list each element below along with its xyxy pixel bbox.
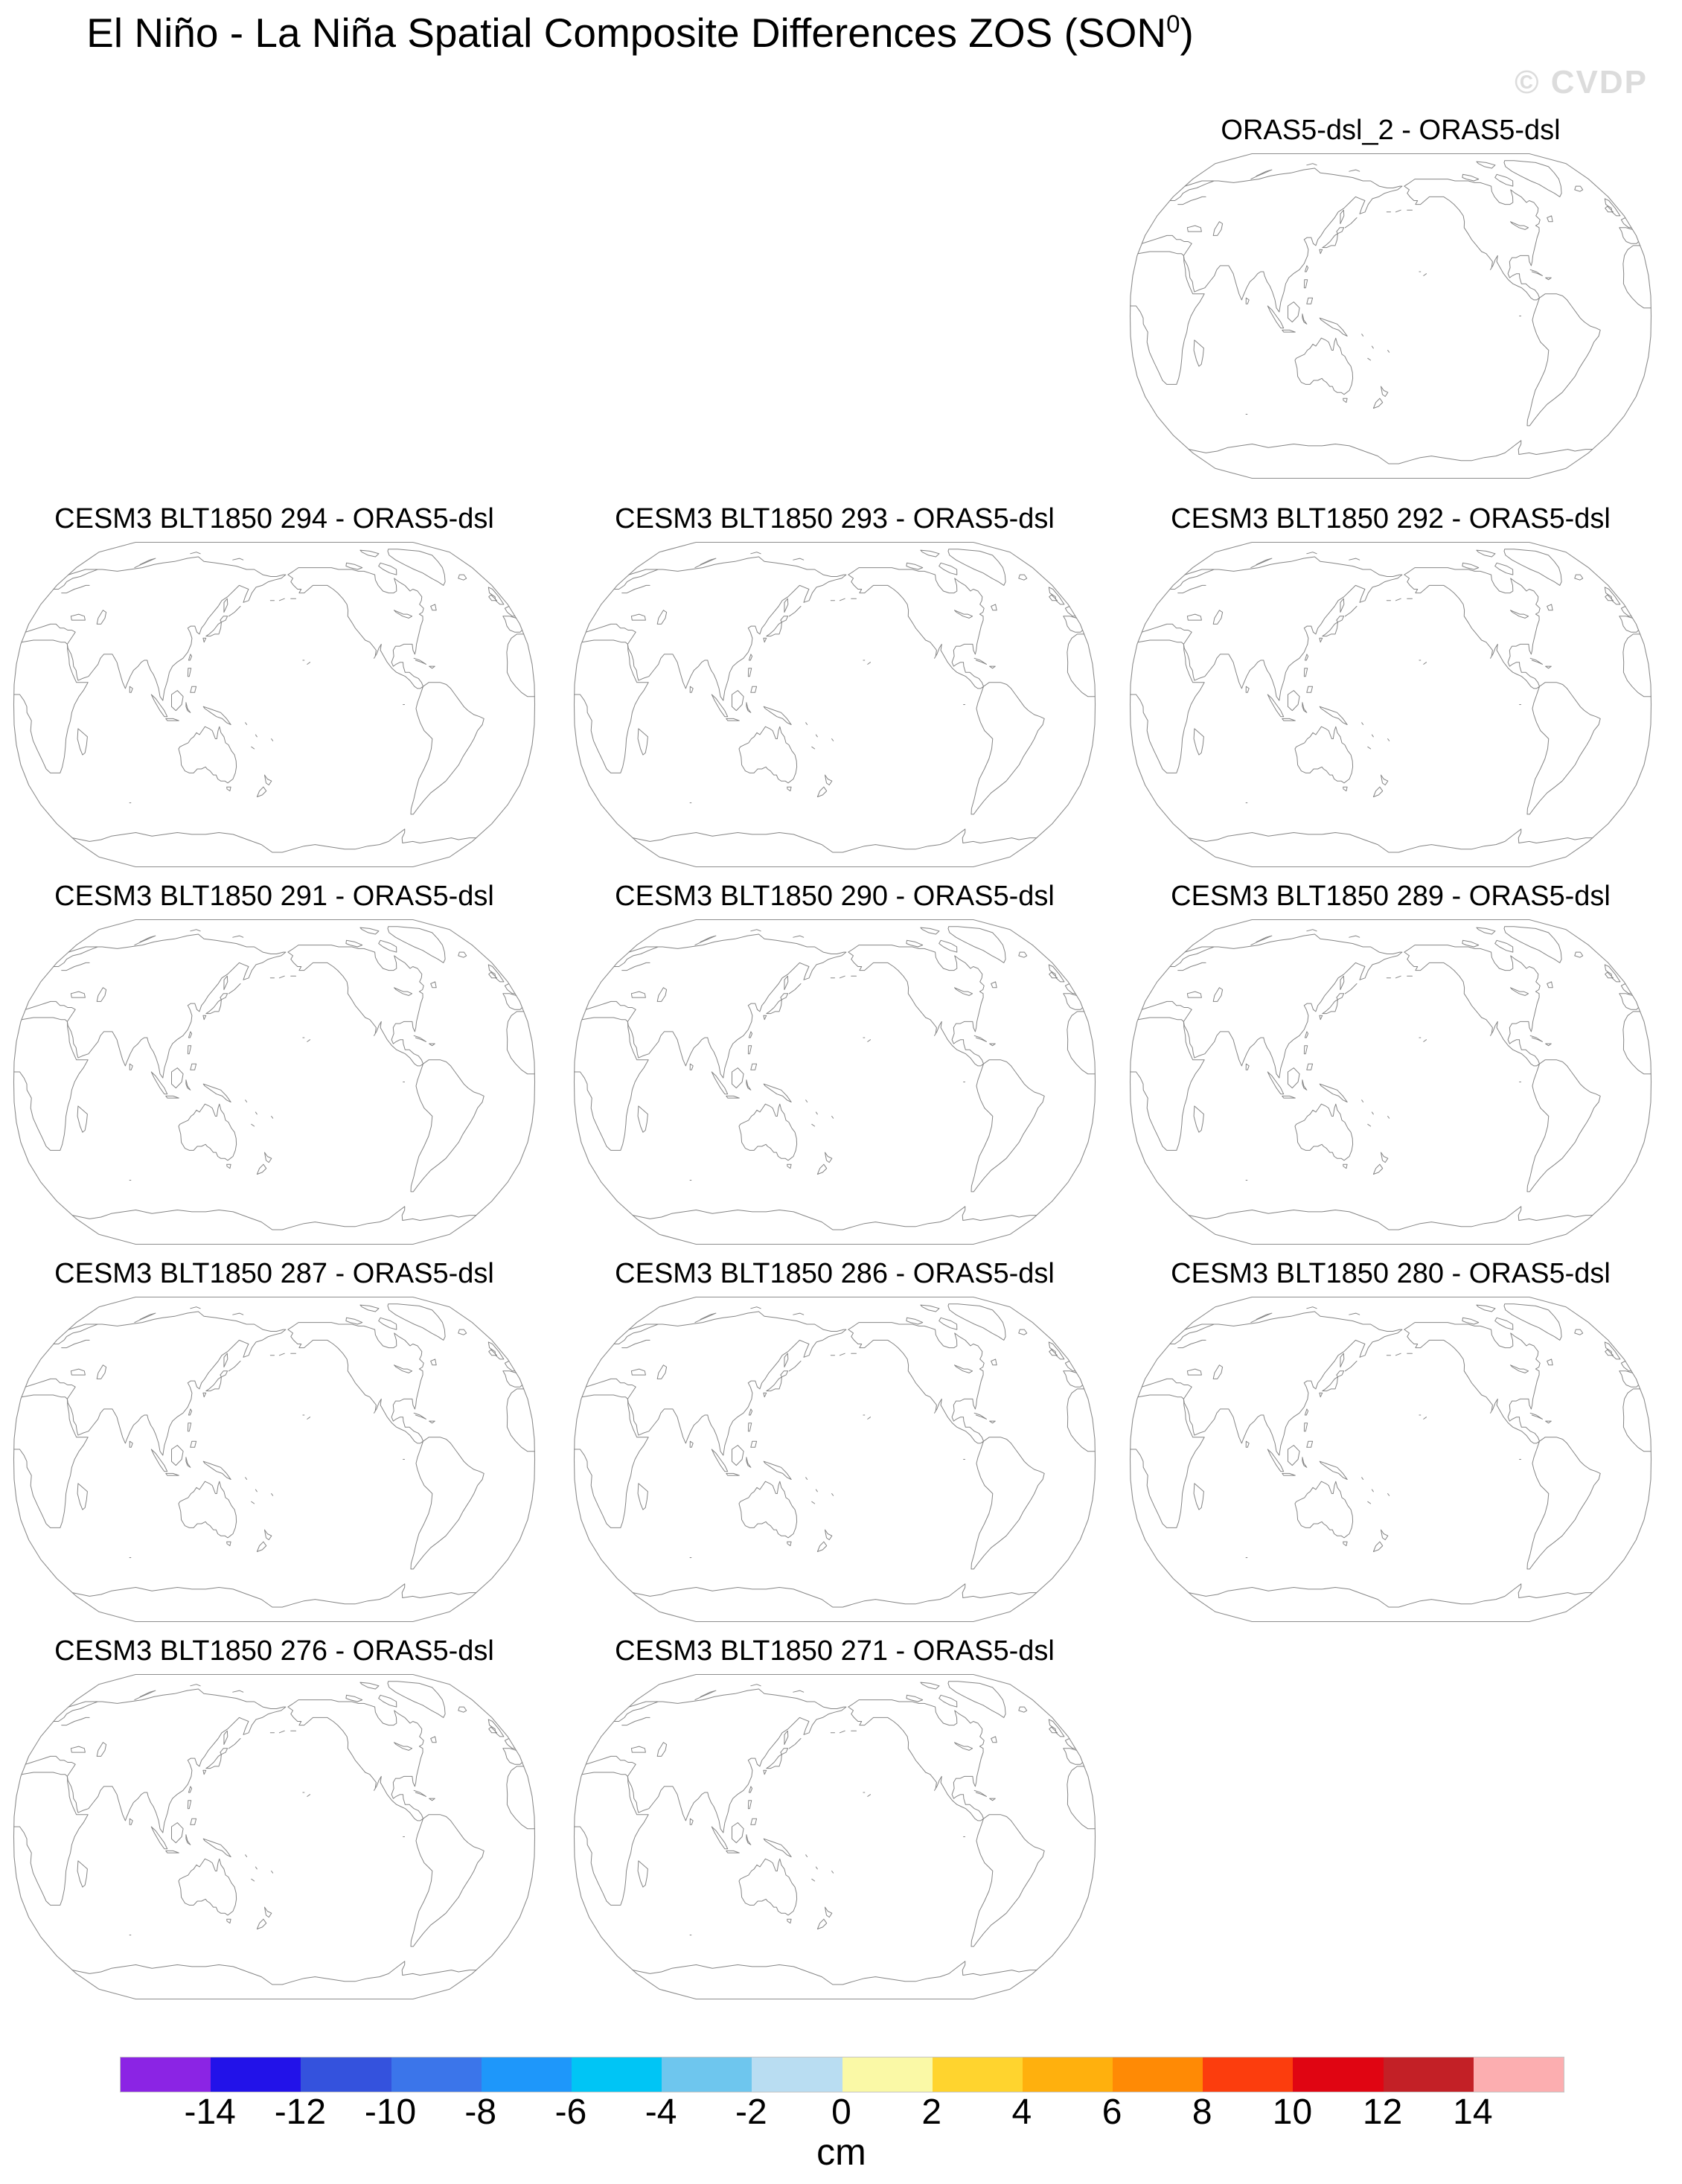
- projection-border: [575, 1675, 1096, 1999]
- map-panel: [11, 881, 537, 1248]
- panel-title: CESM3 BLT1850 287 - ORAS5-dsl: [54, 1258, 494, 1289]
- projection-border: [1131, 1297, 1651, 1622]
- panel-title: CESM3 BLT1850 293 - ORAS5-dsl: [615, 503, 1055, 534]
- cvdp-watermark: © CVDP: [1515, 64, 1648, 100]
- colorbar-tick-label: -10: [364, 2092, 417, 2132]
- projection-border: [14, 920, 535, 1245]
- coastlines: [14, 1304, 535, 1607]
- colorbar-tick-label: -12: [274, 2092, 327, 2132]
- map-panel: [11, 1635, 537, 2002]
- map-panel: [572, 881, 1098, 1248]
- panel-title: CESM3 BLT1850 280 - ORAS5-dsl: [1171, 1258, 1611, 1289]
- map-panel: [1128, 1258, 1654, 1625]
- colorbar-tick-label: 6: [1101, 2092, 1122, 2132]
- coastlines: [1131, 549, 1651, 852]
- projection-border: [1131, 154, 1651, 479]
- projection-border: [575, 543, 1096, 867]
- colorbar-segment: [121, 2057, 211, 2092]
- panel-map: [1128, 150, 1654, 482]
- panel-title: CESM3 BLT1850 286 - ORAS5-dsl: [615, 1258, 1055, 1289]
- colorbar-tick-label: 4: [1011, 2092, 1032, 2132]
- projection-border: [14, 1297, 535, 1622]
- coastlines: [575, 1682, 1096, 1985]
- colorbar-tick-label: -8: [464, 2092, 497, 2132]
- map-panel: [1128, 115, 1654, 482]
- map-panel: [572, 1635, 1098, 2002]
- panel-map: [572, 1671, 1098, 2002]
- colorbar-segment: [752, 2057, 842, 2092]
- colorbar-tick-label: -4: [645, 2092, 677, 2132]
- colorbar-tick-label: 10: [1272, 2092, 1313, 2132]
- panel-title: CESM3 BLT1850 271 - ORAS5-dsl: [615, 1635, 1055, 1667]
- panel-title: ORAS5-dsl_2 - ORAS5-dsl: [1221, 115, 1561, 146]
- projection-border: [14, 543, 535, 867]
- colorbar-segment: [1023, 2057, 1113, 2092]
- panel-map: [11, 539, 537, 870]
- coastlines: [1131, 1304, 1651, 1607]
- panel-map: [11, 1294, 537, 1625]
- world-map: [1128, 150, 1654, 482]
- coastlines: [575, 1304, 1096, 1607]
- colorbar-tick-label: 2: [921, 2092, 942, 2132]
- colorbar-segment: [1384, 2057, 1474, 2092]
- colorbar-segment: [391, 2057, 482, 2092]
- panel-map: [11, 1671, 537, 2002]
- world-map: [572, 916, 1098, 1248]
- colorbar-segment: [933, 2057, 1023, 2092]
- colorbar-segment: [662, 2057, 752, 2092]
- colorbar-segment: [1203, 2057, 1293, 2092]
- world-map: [11, 1671, 537, 2002]
- panel-title: CESM3 BLT1850 291 - ORAS5-dsl: [54, 881, 494, 912]
- panel-title: CESM3 BLT1850 294 - ORAS5-dsl: [54, 503, 494, 534]
- figure-title-superscript: 0: [1166, 10, 1180, 38]
- panel-map: [572, 916, 1098, 1248]
- map-panel: [572, 1258, 1098, 1625]
- projection-border: [1131, 920, 1651, 1245]
- map-panel: [1128, 881, 1654, 1248]
- world-map: [11, 1294, 537, 1625]
- coastlines: [575, 549, 1096, 852]
- map-panel: [11, 1258, 537, 1625]
- colorbar: [120, 2057, 1564, 2092]
- colorbar-tick-label: 0: [831, 2092, 851, 2132]
- colorbar-tick-label: -14: [184, 2092, 236, 2132]
- coastlines: [1131, 927, 1651, 1230]
- panel-map: [572, 539, 1098, 870]
- figure-title-close: ): [1180, 10, 1194, 56]
- panel-map: [1128, 916, 1654, 1248]
- panel-map: [572, 1294, 1098, 1625]
- panel-title: CESM3 BLT1850 276 - ORAS5-dsl: [54, 1635, 494, 1667]
- world-map: [1128, 916, 1654, 1248]
- panel-title: CESM3 BLT1850 290 - ORAS5-dsl: [615, 881, 1055, 912]
- colorbar-segment: [301, 2057, 391, 2092]
- map-panel: [572, 503, 1098, 870]
- figure-title: [86, 9, 1194, 57]
- panel-map: [1128, 1294, 1654, 1625]
- world-map: [11, 916, 537, 1248]
- coastlines: [1131, 161, 1651, 464]
- projection-border: [575, 1297, 1096, 1622]
- panel-map: [11, 916, 537, 1248]
- coastlines: [575, 927, 1096, 1230]
- panel-title: CESM3 BLT1850 289 - ORAS5-dsl: [1171, 881, 1611, 912]
- panel-title: CESM3 BLT1850 292 - ORAS5-dsl: [1171, 503, 1611, 534]
- colorbar-segment: [211, 2057, 301, 2092]
- world-map: [572, 1671, 1098, 2002]
- colorbar-tick-label: -2: [735, 2092, 767, 2132]
- world-map: [572, 1294, 1098, 1625]
- figure-title-text: El Niño - La Niña Spatial Composite Differences ZOS (SON: [86, 10, 1167, 56]
- world-map: [1128, 1294, 1654, 1625]
- colorbar-tick-label: -6: [554, 2092, 587, 2132]
- world-map: [572, 539, 1098, 870]
- world-map: [1128, 539, 1654, 870]
- colorbar-segment: [842, 2057, 933, 2092]
- colorbar-segment: [482, 2057, 572, 2092]
- colorbar-tick-label: 8: [1192, 2092, 1212, 2132]
- map-panel: [1128, 503, 1654, 870]
- world-map: [11, 539, 537, 870]
- colorbar-segment: [1113, 2057, 1203, 2092]
- colorbar-segment: [572, 2057, 662, 2092]
- projection-border: [14, 1675, 535, 1999]
- colorbar-units-label: cm: [816, 2131, 866, 2173]
- colorbar-tick-label: 12: [1362, 2092, 1403, 2132]
- colorbar-tick-label: 14: [1453, 2092, 1493, 2132]
- colorbar-segment: [1474, 2057, 1564, 2092]
- projection-border: [1131, 543, 1651, 867]
- map-panel: [11, 503, 537, 870]
- panel-map: [1128, 539, 1654, 870]
- coastlines: [14, 1682, 535, 1985]
- coastlines: [14, 927, 535, 1230]
- colorbar-segment: [1293, 2057, 1383, 2092]
- projection-border: [575, 920, 1096, 1245]
- coastlines: [14, 549, 535, 852]
